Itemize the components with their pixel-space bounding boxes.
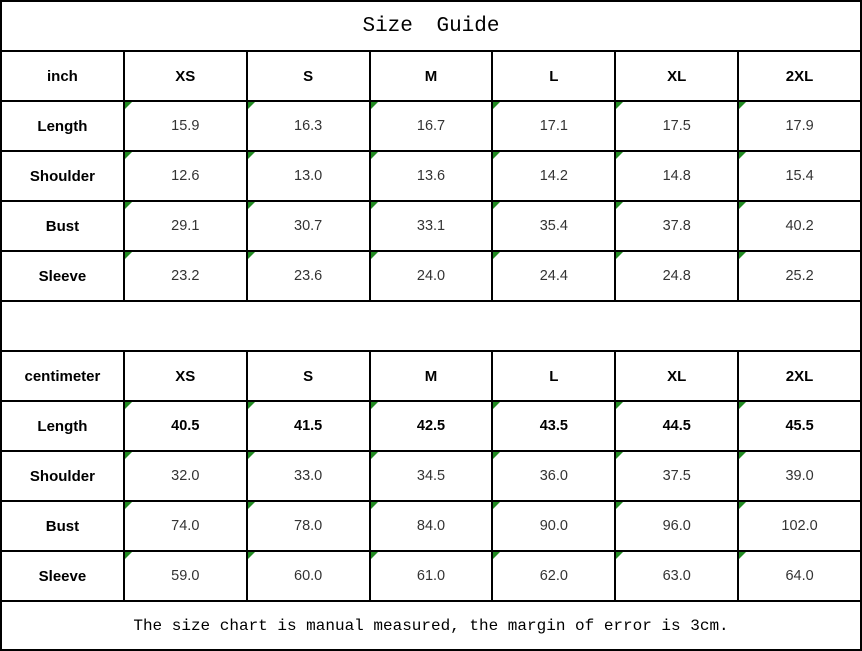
cell-corner-marker-icon (739, 402, 746, 409)
cell-corner-marker-icon (616, 402, 623, 409)
value-cell (739, 552, 860, 600)
cell-text: 37.5 (662, 468, 691, 484)
cell-text: 61.0 (416, 568, 446, 584)
cell-text: XS (175, 67, 196, 85)
cell-text: Sleeve (38, 567, 87, 585)
cell-text: Sleeve (38, 267, 87, 285)
cell-text: S (303, 67, 314, 85)
value-cell (248, 452, 369, 500)
value-cell (739, 252, 860, 300)
cell-text: 15.9 (171, 118, 200, 134)
value-cell (371, 452, 492, 500)
cell-corner-marker-icon (248, 452, 255, 459)
value-cell (371, 552, 492, 600)
value-cell (125, 102, 246, 150)
cell-text: 43.5 (539, 418, 568, 434)
cell-text: 59.0 (171, 568, 200, 584)
value-cell (493, 452, 614, 500)
cell-corner-marker-icon (125, 502, 132, 509)
cell-text: 45.5 (785, 418, 814, 434)
cell-text: 102.0 (781, 518, 818, 534)
value-cell (739, 102, 860, 150)
table-spacer-row (2, 302, 860, 350)
value-cell (739, 452, 860, 500)
cell-corner-marker-icon (493, 152, 500, 159)
value-cell (125, 152, 246, 200)
value-cell (739, 402, 860, 450)
value-cell (493, 152, 614, 200)
cell-text: 44.5 (662, 418, 691, 434)
size-header-cell-m (371, 352, 492, 400)
cell-text: 32.0 (171, 468, 200, 484)
cell-text: 24.8 (662, 268, 691, 284)
cell-text: XS (175, 367, 196, 385)
cell-text: 13.6 (416, 168, 446, 184)
cell-text: 16.3 (294, 118, 323, 134)
cell-text: 36.0 (539, 468, 568, 484)
value-cell (125, 202, 246, 250)
value-cell (493, 102, 614, 150)
cell-corner-marker-icon (493, 552, 500, 559)
cell-corner-marker-icon (616, 152, 623, 159)
cell-corner-marker-icon (739, 252, 746, 259)
row-label-cell-bust (2, 202, 123, 250)
value-cell (616, 552, 737, 600)
size-header-cell-xs (125, 52, 246, 100)
value-cell (616, 202, 737, 250)
cell-corner-marker-icon (739, 502, 746, 509)
value-cell (371, 102, 492, 150)
cell-corner-marker-icon (616, 202, 623, 209)
footer-note: The size chart is manual measured, the margin of error is 3cm. (2, 602, 860, 649)
cell-text: 17.9 (785, 118, 814, 134)
cell-text: M (424, 67, 438, 85)
cell-text: 41.5 (294, 418, 323, 434)
value-cell (493, 252, 614, 300)
row-label-cell-sleeve (2, 552, 123, 600)
value-cell (371, 152, 492, 200)
cell-text: 42.5 (416, 418, 446, 434)
size-header-cell-2xl (739, 52, 860, 100)
cell-corner-marker-icon (248, 252, 255, 259)
cell-corner-marker-icon (493, 102, 500, 109)
cell-corner-marker-icon (125, 452, 132, 459)
cell-text: 90.0 (539, 518, 568, 534)
value-cell (371, 502, 492, 550)
cell-corner-marker-icon (616, 252, 623, 259)
value-cell (125, 452, 246, 500)
value-cell (371, 202, 492, 250)
page-title: Size Guide (2, 2, 860, 50)
cell-text: 12.6 (171, 168, 200, 184)
cell-corner-marker-icon (125, 552, 132, 559)
cell-text: 40.2 (785, 218, 814, 234)
row-label-cell-bust (2, 502, 123, 550)
cell-text: Length (37, 117, 88, 135)
size-header-cell-xl (616, 52, 737, 100)
cell-corner-marker-icon (371, 452, 378, 459)
value-cell (248, 152, 369, 200)
cell-corner-marker-icon (493, 252, 500, 259)
value-cell (493, 502, 614, 550)
cell-corner-marker-icon (493, 502, 500, 509)
cell-corner-marker-icon (739, 452, 746, 459)
cell-corner-marker-icon (248, 102, 255, 109)
value-cell (125, 402, 246, 450)
cell-text: 33.1 (416, 218, 446, 234)
cell-text: 34.5 (416, 468, 446, 484)
unit-header-cell-centimeter (2, 352, 123, 400)
cell-text: centimeter (24, 367, 101, 385)
value-cell (616, 452, 737, 500)
value-cell (616, 402, 737, 450)
cell-text: 24.0 (416, 268, 446, 284)
value-cell (125, 252, 246, 300)
value-cell (248, 502, 369, 550)
size-header-cell-xl (616, 352, 737, 400)
cell-text: inch (47, 67, 78, 85)
value-cell (125, 502, 246, 550)
value-cell (739, 502, 860, 550)
cell-text: 40.5 (171, 418, 200, 434)
cell-text: 37.8 (662, 218, 691, 234)
row-label-cell-shoulder (2, 152, 123, 200)
cell-text: 35.4 (539, 218, 568, 234)
cell-text: 74.0 (171, 518, 200, 534)
cell-corner-marker-icon (493, 452, 500, 459)
cell-corner-marker-icon (739, 552, 746, 559)
cell-corner-marker-icon (125, 102, 132, 109)
value-cell (739, 152, 860, 200)
cell-corner-marker-icon (125, 202, 132, 209)
value-cell (248, 252, 369, 300)
cell-corner-marker-icon (371, 152, 378, 159)
cell-text: 14.8 (662, 168, 691, 184)
unit-header-cell-inch (2, 52, 123, 100)
cell-text: M (424, 367, 438, 385)
value-cell (616, 152, 737, 200)
cell-text: L (549, 367, 559, 385)
value-cell (248, 202, 369, 250)
cell-text: L (549, 67, 559, 85)
cell-corner-marker-icon (493, 202, 500, 209)
cell-text: 25.2 (785, 268, 814, 284)
row-label-cell-sleeve (2, 252, 123, 300)
size-header-cell-l (493, 352, 614, 400)
value-cell (739, 202, 860, 250)
value-cell (493, 402, 614, 450)
cell-corner-marker-icon (616, 502, 623, 509)
cell-text: 17.1 (539, 118, 568, 134)
cell-corner-marker-icon (739, 102, 746, 109)
cell-corner-marker-icon (739, 202, 746, 209)
value-cell (248, 102, 369, 150)
size-header-cell-s (248, 52, 369, 100)
row-label-cell-length (2, 102, 123, 150)
cell-corner-marker-icon (248, 152, 255, 159)
cell-corner-marker-icon (493, 402, 500, 409)
cell-text: 78.0 (294, 518, 323, 534)
cell-text: 13.0 (294, 168, 323, 184)
cell-text: 23.2 (171, 268, 200, 284)
cell-corner-marker-icon (616, 552, 623, 559)
value-cell (493, 552, 614, 600)
cell-text: 63.0 (662, 568, 691, 584)
row-label-cell-length (2, 402, 123, 450)
cell-text: 39.0 (785, 468, 814, 484)
cell-corner-marker-icon (125, 252, 132, 259)
value-cell (248, 402, 369, 450)
cell-text: 2XL (785, 367, 814, 385)
cell-text: 14.2 (539, 168, 568, 184)
cell-corner-marker-icon (125, 152, 132, 159)
cell-corner-marker-icon (248, 552, 255, 559)
cell-text: Shoulder (29, 167, 95, 185)
size-header-cell-2xl (739, 352, 860, 400)
cell-corner-marker-icon (371, 252, 378, 259)
cell-text: 24.4 (539, 268, 568, 284)
value-cell (371, 402, 492, 450)
cell-corner-marker-icon (616, 102, 623, 109)
cell-text: 64.0 (785, 568, 814, 584)
cell-text: 60.0 (294, 568, 323, 584)
cell-corner-marker-icon (739, 152, 746, 159)
cell-text: 15.4 (785, 168, 814, 184)
cell-text: XL (667, 67, 687, 85)
cell-text: Bust (45, 517, 80, 535)
cell-text: 96.0 (662, 518, 691, 534)
cell-text: Length (37, 417, 88, 435)
cell-text: 2XL (785, 67, 814, 85)
cell-corner-marker-icon (125, 402, 132, 409)
size-header-cell-xs (125, 352, 246, 400)
value-cell (248, 552, 369, 600)
cell-text: S (303, 367, 314, 385)
cell-corner-marker-icon (371, 102, 378, 109)
value-cell (616, 502, 737, 550)
cell-text: 17.5 (662, 118, 691, 134)
size-header-cell-m (371, 52, 492, 100)
value-cell (371, 252, 492, 300)
value-cell (493, 202, 614, 250)
cell-text: 16.7 (416, 118, 446, 134)
cell-text: 23.6 (294, 268, 323, 284)
cell-corner-marker-icon (248, 202, 255, 209)
size-header-cell-l (493, 52, 614, 100)
cell-text: 33.0 (294, 468, 323, 484)
cell-text: 30.7 (294, 218, 323, 234)
value-cell (616, 102, 737, 150)
value-cell (125, 552, 246, 600)
cell-corner-marker-icon (371, 202, 378, 209)
cell-text: Bust (45, 217, 80, 235)
cell-text: Shoulder (29, 467, 95, 485)
cell-corner-marker-icon (616, 452, 623, 459)
size-header-cell-s (248, 352, 369, 400)
cell-text: 62.0 (539, 568, 568, 584)
cell-corner-marker-icon (371, 502, 378, 509)
cell-corner-marker-icon (371, 552, 378, 559)
cell-corner-marker-icon (371, 402, 378, 409)
row-label-cell-shoulder (2, 452, 123, 500)
cell-corner-marker-icon (248, 402, 255, 409)
cell-text: XL (667, 367, 687, 385)
value-cell (616, 252, 737, 300)
cell-text: 84.0 (416, 518, 446, 534)
cell-text: 29.1 (171, 218, 200, 234)
cell-corner-marker-icon (248, 502, 255, 509)
